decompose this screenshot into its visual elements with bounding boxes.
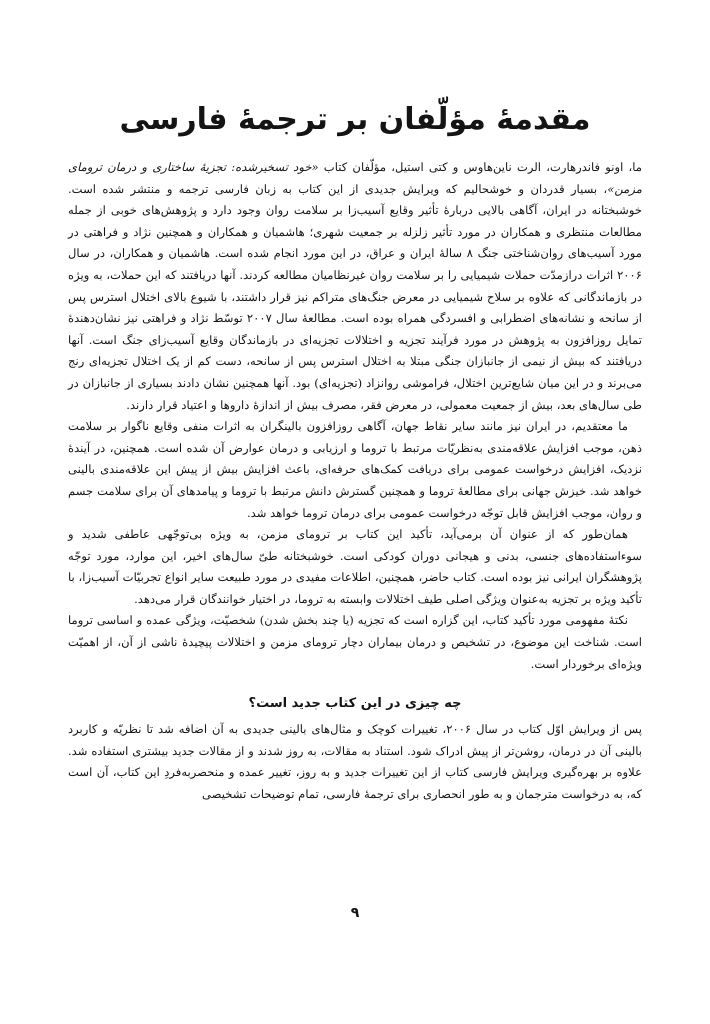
intro-paragraph <box>68 157 642 416</box>
section-heading: چه چیزی در این کتاب جدید است؟ <box>248 696 462 712</box>
book-title: «خود تسخیرشده: تجزیهٔ ساختاری و درمان ترومای مزمن» <box>68 160 642 196</box>
section-paragraph: پس از ویرایش اوّل کتاب در سال ۲۰۰۶، تغییرات کوچک و مثال‌های بالینی جدیدی به آن اضافه شد تا نظریّه و کاربرد بالینی آن در درمان، روشن‌تر از پیش ادراک شود. استناد به مقالات، به روز شدند و از مقالات جدید بیشتری استفاده شد. علاوه بر بهره‌گیری ویرایش فارسی کتاب از این تغییرات جدید و به روز، تغییر عمده و منحصربه‌فردِ این کتاب، آن است که، به درخواست مترجمان و به طور انحصاری برای ترجمهٔ فارسی، تمام توضیحات تشخیصی <box>68 722 642 802</box>
intro-lead: ما، اونو فاندرهارت، الرت ناین‌هاوس و کتی استیل، مؤلّفان کتاب <box>318 160 642 174</box>
page-body <box>68 157 642 806</box>
body-paragraph: ما معتقدیم، در ایران نیز مانند سایر نقاط جهان، آگاهی روزافزون بالینگران به اثرات منفی وقایع ناگوار بر سلامت ذهن، موجب افزایش علاقه‌مندی به‌نظریّات مرتبط با تروما و ارزیابی و درمان عوارض آن شده است. همچنین، در آیندهٔ نزدیک، افزایش درخواست عمومی برای دریافت کمک‌های حرفه‌ای، باعث افزایش بیش از پیش این علاقه‌مندی بالینی خواهد شد. خیزش جهانی برای مطالعهٔ تروما و همچنین گسترش دانش مرتبط با تروما و پیامدهای آن برای سلامت جسم و روان، موجب افزایش قابل توجّه درخواست عمومی برای درمان تروما خواهد شد. <box>68 419 642 520</box>
body-paragraph: نکتهٔ مفهومی مورد تأکید کتاب، این گزاره است که تجزیه (یا چند بخش شدن) شخصیّت، ویژگی عمده و اساسی تروما است. شناخت این موضوع، در تشخیص و درمان بیماران دچار ترومای مزمن و اختلالات پیچیدهٔ ناشی از آن، از اهمیّت ویژه‌ای برخوردار است. <box>68 613 642 671</box>
intro-rest: ، بسیار قدردان و خوشحالیم که ویرایش جدیدی از این کتاب به زبان فارسی ترجمه و منتشر شده است. خوشبختانه در ایران، آگاهی بالایی دربارهٔ تأثیر وقایع آسیب‌زا بر سلامت روان وجود دارد و پژوهش‌های خوبی از جمله مطالعات منتظری و همکاران در مورد تأثیر زلزله بر جمعیت شهری؛ هاشمیان و همکاران و همچنین نژاد و فراهتی در مورد آسیب‌های روان‌شناختی جنگ ۸ سالهٔ ایران و عراق، در این مورد انجام شده است. هاشمیان و همکاران، در سال ۲۰۰۶ اثرات درازمدّت حملات شیمیایی را بر سلامت روان غیرنظامیان مطالعه کردند. آنها دریافتند که این حملات، به ویژه در بازماندگانی که علاوه بر سلاح شیمیایی در معرض جنگ‌های متراکم نیز قرار داشتند، با شیوع بالای اختلال استرس پس از سانحه و نشانه‌های اضطرابی و افسردگی همراه بوده است. مطالعهٔ سال ۲۰۰۷ توسّط نژاد و فراهتی نیز نشان‌دهندهٔ تمایل روزافزون به پژوهش در مورد فرآیند تجزیه و اختلالات تجزیه‌ای در بازماندگان وقایع آسیب‌زای جنگ است. آنها دریافتند که بیش از نیمی از جانبازان جنگی مبتلا به اختلال استرس پس از سانحه، دست کم از یک اختلال تجزیه‌ای رنج می‌برند و در این میان شایع‌ترین اختلال، فراموشی روانزاد (تجزیه‌ای) بود. آنها همچنین نشان دادند بسیاری از جانبازان در طی سال‌های بعد، بیش از جمعیت معمولی، در معرض فقر، مصرف بیش از اندازهٔ داروها و اعتیاد قرار دارند. <box>68 181 642 412</box>
page-number: ۹ <box>350 905 360 921</box>
body-paragraph: همان‌طور که از عنوان آن برمی‌آید، تأکید این کتاب بر ترومای مزمن، به ویژه بی‌توجّهی عاطفی شدید و سوءاستفاده‌های جنسی، بدنی و هیجانی دوران کودکی است. خوشبختانه طیّ سال‌های اخیر، این موارد، مورد توجّه پژوهشگران ایرانی نیز بوده است. کتاب حاضر، همچنین، اطلاعات مفیدی در مورد طبیعت سایر انواع تجربیّات آسیب‌زا، با تأکید ویژه بر تجزیه به‌عنوان ویژگی اصلی طیف اختلالات وابسته به تروما، در اختیار خوانندگان قرار می‌دهد. <box>68 527 642 606</box>
page-title: مقدمهٔ مؤلّفان بر ترجمهٔ فارسی <box>119 102 591 137</box>
